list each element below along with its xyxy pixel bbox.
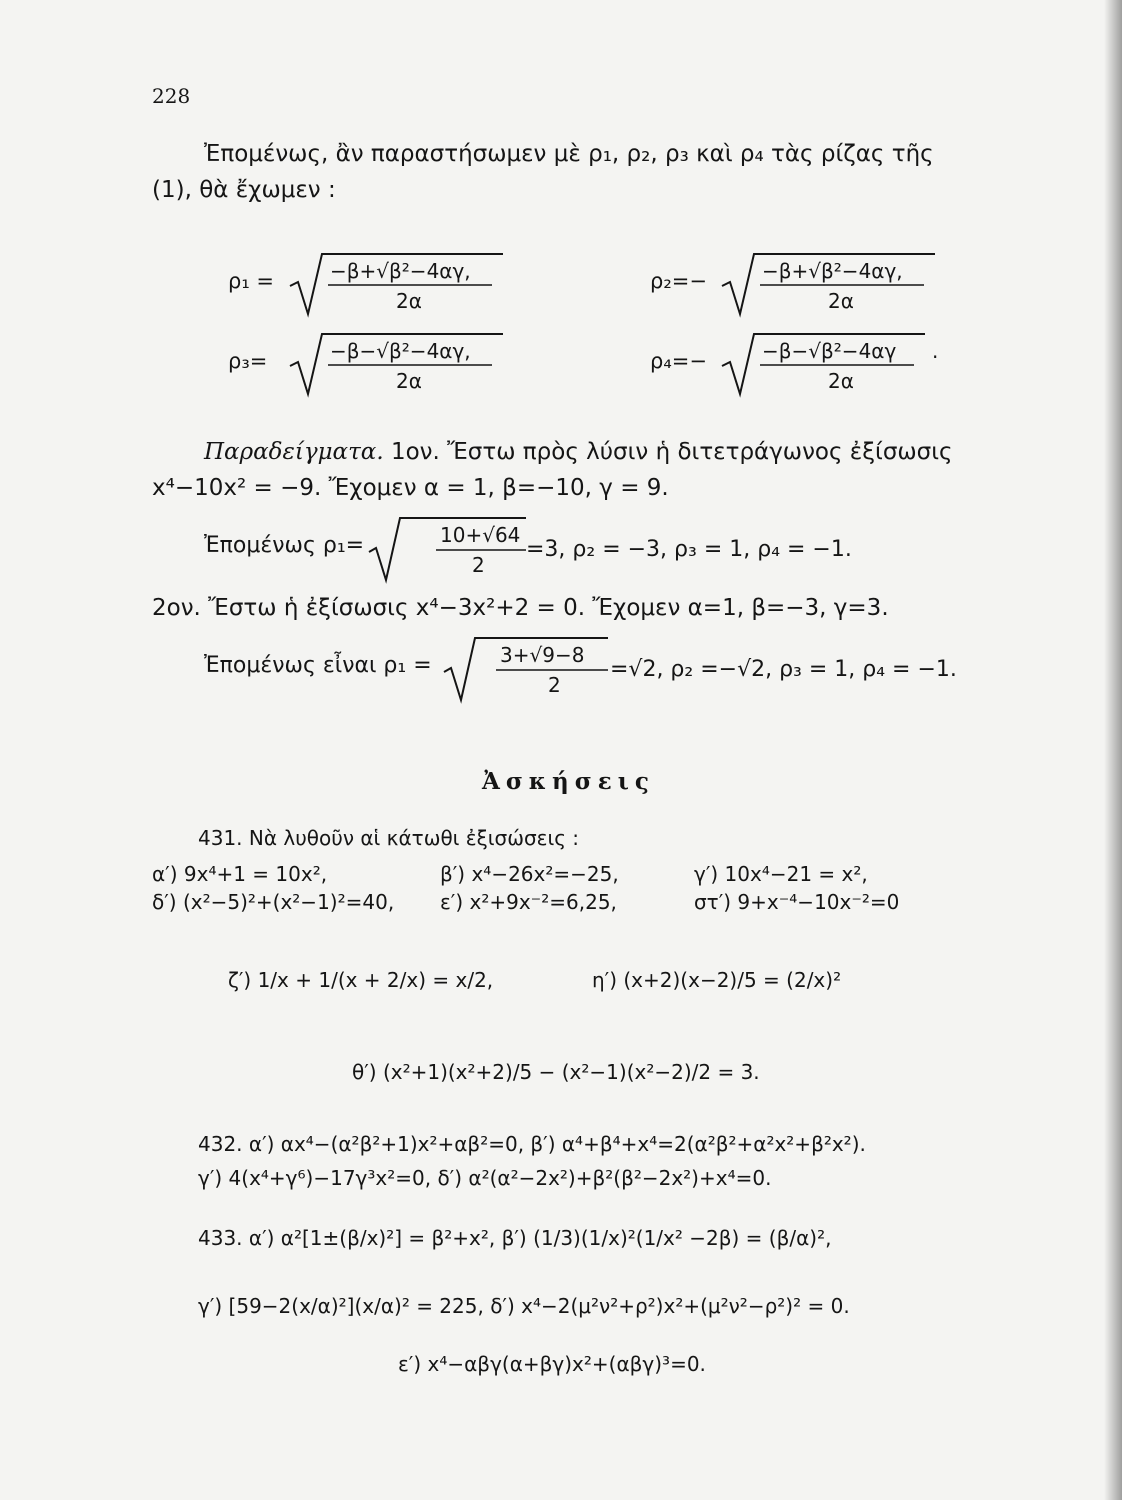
exercise-431-intro: 431. Νὰ λυθοῦν αἱ κάτωθι ἐξισώσεις :: [198, 826, 580, 850]
example-1-result: [204, 510, 964, 585]
exercises-heading: Ἀσκήσεις: [482, 768, 655, 795]
root-rho1-label: ρ₁ =: [228, 269, 275, 293]
root-rho4-numerator: −β−√β²−4αγ: [762, 339, 897, 363]
root-rho2-denominator: 2α: [828, 289, 854, 313]
exercise-431-d: δ′) (x²−5)²+(x²−1)²=40,: [152, 890, 395, 914]
page-edge-shadow: [1104, 0, 1122, 1500]
example-1-denominator: 2: [472, 553, 485, 577]
exercise-432-line-2: γ′) 4(x⁴+γ⁶)−17γ³x²=0, δ′) α²(α²−2x²)+β²(β²−2x²)+x⁴=0.: [198, 1166, 772, 1190]
intro-line-1: Ἐπομένως, ἂν παραστήσωμεν μὲ ρ₁, ρ₂, ρ₃ καὶ ρ₄ τὰς ρίζας τῆς: [204, 141, 934, 167]
exercise-433-line-2: γ′) [59−2(x/α)²](x/α)² = 225, δ′) x⁴−2(μ²ν²+ρ²)x²+(μ²ν²−ρ²)² = 0.: [198, 1294, 850, 1318]
exercise-432-line-1: 432. α′) αx⁴−(α²β²+1)x²+αβ²=0, β′) α⁴+β⁴+x⁴=2(α²β²+α²x²+β²x²).: [198, 1132, 866, 1156]
root-rho3: [228, 328, 508, 403]
example-2-prefix: Ἐπομένως εἶναι ρ₁ =: [204, 653, 432, 678]
example-2-line: 2ον. Ἔστω ἡ ἐξίσωσις x⁴−3x²+2 = 0. Ἔχομεν α=1, β=−3, γ=3.: [152, 595, 889, 621]
root-rho4: [650, 328, 950, 403]
root-rho1: [228, 248, 508, 323]
exercise-433-line-1: 433. α′) α²[1±(β/x)²] = β²+x², β′) (1/3)(1/x)²(1/x² −2β) = (β/α)²,: [198, 1226, 832, 1250]
page-number: 228: [152, 84, 191, 108]
root-rho4-denominator: 2α: [828, 369, 854, 393]
examples-block: [204, 438, 953, 466]
root-rho4-label: ρ₄=−: [650, 349, 707, 373]
example-1-equation: x⁴−10x² = −9. Ἔχομεν α = 1, β=−10, γ = 9.: [152, 475, 669, 501]
exercise-431-c: γ′) 10x⁴−21 = x²,: [694, 862, 868, 886]
example-1-numerator: 10+√64: [440, 523, 521, 547]
root-rho2-label: ρ₂=−: [650, 269, 707, 293]
exercise-431-h: η′) (x+2)(x−2)/5 = (2/x)²: [592, 968, 842, 992]
root-rho1-numerator: −β+√β²−4αγ,: [330, 259, 471, 283]
exercise-431-th: θ′) (x²+1)(x²+2)/5 − (x²−1)(x²−2)/2 = 3.: [352, 1060, 760, 1084]
example-1-prefix: Ἐπομένως ρ₁=: [204, 533, 365, 558]
intro-line-2: (1), θὰ ἔχωμεν :: [152, 177, 336, 203]
exercise-433-line-3: ε′) x⁴−αβγ(α+βγ)x²+(αβγ)³=0.: [398, 1352, 706, 1376]
root-rho1-denominator: 2α: [396, 289, 422, 313]
root-rho2: [650, 248, 950, 323]
root-rho3-denominator: 2α: [396, 369, 422, 393]
example-2-numerator: 3+√9−8: [500, 643, 585, 667]
example-2-denominator: 2: [548, 673, 561, 697]
examples-heading: Παραδείγματα.: [204, 439, 384, 465]
example-1-rest: =3, ρ₂ = −3, ρ₃ = 1, ρ₄ = −1.: [526, 537, 852, 562]
exercise-431-f: στ′) 9+x⁻⁴−10x⁻²=0: [694, 890, 900, 914]
example-2-rest: =√2, ρ₂ =−√2, ρ₃ = 1, ρ₄ = −1.: [610, 657, 957, 682]
root-rho4-period: .: [932, 339, 939, 363]
exercise-431-z: ζ′) 1/x + 1/(x + 2/x) = x/2,: [228, 968, 494, 992]
root-rho2-numerator: −β+√β²−4αγ,: [762, 259, 903, 283]
root-rho3-label: ρ₃=: [228, 349, 268, 373]
example-1-text: 1ον. Ἔστω πρὸς λύσιν ἡ διτετράγωνος ἐξίσωσις: [390, 439, 953, 465]
exercise-431-b: β′) x⁴−26x²=−25,: [440, 862, 619, 886]
exercise-431-e: ε′) x²+9x⁻²=6,25,: [440, 890, 617, 914]
exercise-431-a: α′) 9x⁴+1 = 10x²,: [152, 862, 328, 886]
root-rho3-numerator: −β−√β²−4αγ,: [330, 339, 471, 363]
example-2-result: [204, 630, 1024, 705]
